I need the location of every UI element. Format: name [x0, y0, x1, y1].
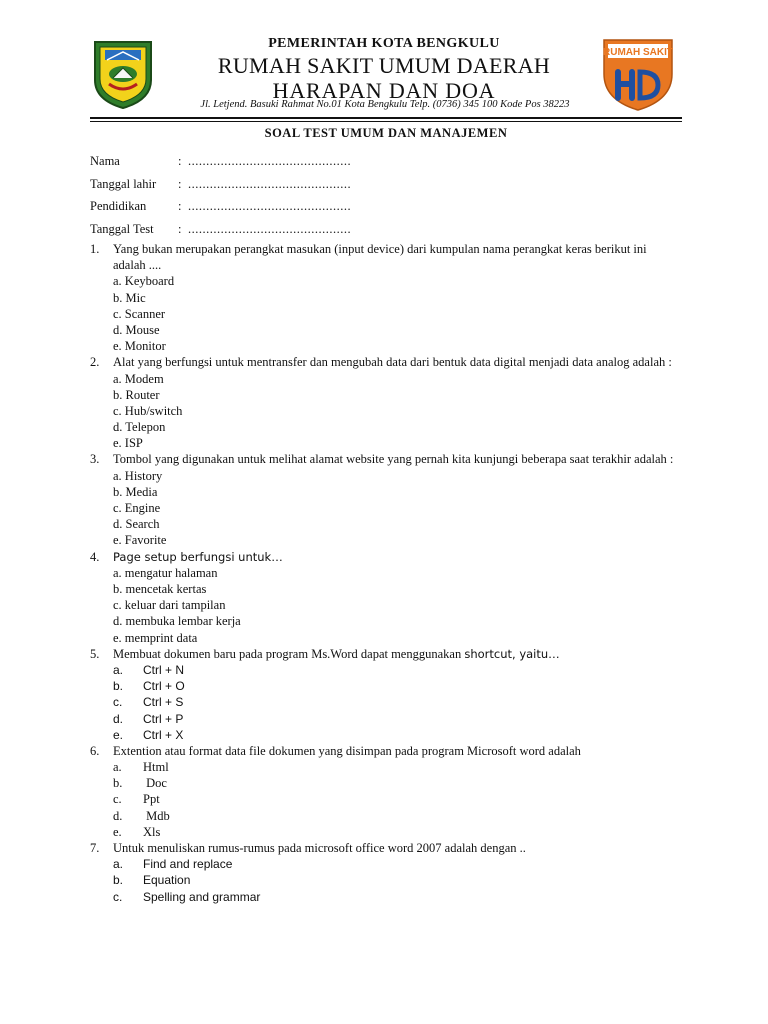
option-letter: b.	[113, 776, 123, 791]
question-1	[90, 241, 690, 354]
option-letter: d.	[113, 808, 123, 823]
option-value: Spelling and grammar	[143, 889, 261, 904]
question-list	[90, 241, 690, 905]
option-c[interactable]	[113, 889, 690, 905]
option-b[interactable]	[113, 678, 690, 694]
option-b[interactable]: b. mencetak kertas	[113, 582, 207, 597]
option-e[interactable]: e. ISP	[113, 436, 143, 451]
question-text-main: Membuat dokumen baru pada program Ms.Word dapat menggunakan	[113, 646, 465, 661]
question-4	[90, 549, 690, 646]
option-value: Ctrl + X	[143, 727, 184, 742]
question-text: Alat yang berfungsi untuk mentransfer dan mengubah data dari bentuk data digital menjadi data analog adalah :	[113, 355, 672, 370]
field-colon: :	[178, 176, 182, 191]
field-label: Tanggal Test	[90, 221, 154, 236]
question-number: 3.	[90, 452, 100, 467]
option-letter: d.	[113, 711, 124, 726]
option-letter: a.	[113, 857, 124, 872]
field-label: Nama	[90, 154, 120, 168]
option-letter: a.	[113, 662, 124, 677]
option-a[interactable]: a. History	[113, 468, 163, 483]
option-b[interactable]: b. Router	[113, 387, 160, 402]
option-a[interactable]	[113, 856, 690, 872]
question-number: 4.	[90, 549, 100, 564]
option-d[interactable]: d. Mouse	[113, 322, 160, 337]
option-b[interactable]	[113, 775, 690, 791]
option-c[interactable]	[113, 694, 690, 710]
field-blank[interactable]: .............................................	[188, 199, 352, 213]
option-d[interactable]	[113, 711, 690, 727]
question-6	[90, 743, 690, 840]
option-value: Ctrl + N	[143, 662, 185, 677]
question-number: 6.	[90, 743, 100, 758]
option-letter: c.	[113, 695, 123, 710]
option-value: Ppt	[143, 792, 160, 807]
question-text: Untuk menuliskan rumus-rumus pada microsoft office word 2007 adalah dengan ..	[113, 841, 526, 856]
field-blank[interactable]: .............................................	[188, 154, 352, 168]
option-a[interactable]	[113, 759, 690, 775]
field-label: Tanggal lahir	[90, 176, 157, 191]
option-list	[113, 273, 690, 354]
option-list	[113, 565, 690, 646]
option-e[interactable]	[113, 727, 690, 743]
option-e[interactable]	[113, 824, 690, 840]
option-list	[113, 371, 690, 452]
option-value: Mdb	[143, 808, 170, 823]
field-blank[interactable]: .............................................	[188, 176, 352, 191]
header-divider-thick	[90, 117, 682, 119]
field-tanggal-lahir[interactable]	[90, 175, 690, 198]
question-3	[90, 451, 690, 548]
option-letter: a.	[113, 760, 122, 775]
option-list	[113, 662, 690, 743]
question-text: Yang bukan merupakan perangkat masukan (input device) dari kumpulan nama perangkat keras berikut ini adalah ....	[113, 242, 647, 273]
option-e[interactable]: e. Favorite	[113, 533, 167, 548]
identity-fields	[90, 152, 690, 242]
option-b[interactable]: b. Mic	[113, 290, 146, 305]
field-colon: :	[178, 221, 182, 236]
question-text-shortcut: shortcut, yaitu…	[464, 646, 560, 661]
option-value: Find and replace	[143, 857, 233, 872]
option-d[interactable]	[113, 808, 690, 824]
option-d[interactable]: d. Telepon	[113, 420, 166, 435]
option-a[interactable]: a. Keyboard	[113, 274, 175, 289]
question-text: Extention atau format data file dokumen yang disimpan pada program Microsoft word adalah	[113, 743, 581, 758]
option-value: Html	[143, 760, 169, 775]
test-title: SOAL TEST UMUM DAN MANAJEMEN	[264, 126, 508, 140]
option-d[interactable]: d. Search	[113, 517, 160, 532]
question-5	[90, 646, 690, 743]
option-letter: b.	[113, 873, 124, 888]
option-c[interactable]: c. Engine	[113, 501, 161, 516]
government-name: PEMERINTAH KOTA BENGKULU	[268, 36, 500, 51]
option-letter: e.	[113, 727, 124, 742]
field-label: Pendidikan	[90, 199, 147, 213]
question-number: 2.	[90, 355, 100, 370]
option-letter: b.	[113, 679, 124, 694]
option-list	[113, 856, 690, 905]
option-value: Equation	[143, 873, 191, 888]
option-letter: e.	[113, 824, 122, 839]
option-b[interactable]: b. Media	[113, 484, 158, 499]
option-d[interactable]: d. membuka lembar kerja	[113, 614, 241, 629]
option-list	[113, 468, 690, 549]
option-a[interactable]	[113, 662, 690, 678]
option-list	[113, 759, 690, 840]
option-c[interactable]: c. Hub/switch	[113, 403, 183, 418]
question-text	[113, 646, 678, 662]
city-emblem-logo	[91, 38, 155, 110]
option-b[interactable]	[113, 872, 690, 888]
option-c[interactable]: c. Scanner	[113, 306, 166, 321]
field-nama[interactable]	[90, 152, 690, 175]
question-number: 1.	[90, 242, 100, 256]
field-pendidikan[interactable]	[90, 197, 690, 220]
header-divider-thin	[90, 121, 682, 122]
field-tanggal-test[interactable]	[90, 220, 690, 243]
option-a[interactable]: a. mengatur halaman	[113, 565, 218, 580]
option-e[interactable]: e. memprint data	[113, 630, 198, 645]
question-number: 5.	[90, 646, 100, 661]
option-value: Ctrl + O	[143, 679, 185, 694]
option-letter: c.	[113, 792, 122, 807]
hospital-address: Jl. Letjend. Basuki Rahmat No.01 Kota Bengkulu Telp. (0736) 345 100 Kode Pos 38223	[200, 99, 570, 110]
option-c[interactable]	[113, 791, 690, 807]
option-value: Doc	[143, 776, 167, 791]
question-2	[90, 354, 690, 451]
hospital-subname: HARAPAN DAN DOA	[272, 78, 496, 103]
question-number: 7.	[90, 841, 100, 856]
field-colon: :	[178, 154, 182, 168]
question-text: Page setup berfungsi untuk…	[113, 549, 283, 564]
option-c[interactable]: c. keluar dari tampilan	[113, 598, 226, 613]
option-a[interactable]: a. Modem	[113, 371, 164, 386]
option-e[interactable]: e. Monitor	[113, 339, 166, 354]
field-blank[interactable]: .............................................	[188, 221, 352, 236]
option-value: Xls	[143, 824, 161, 839]
field-colon: :	[178, 199, 182, 213]
question-text: Tombol yang digunakan untuk melihat alamat website yang pernah kita kunjungi beberapa saat terakhir adalah :	[113, 452, 674, 467]
hospital-name: RUMAH SAKIT UMUM DAERAH	[217, 53, 551, 78]
option-value: Ctrl + P	[143, 711, 184, 726]
question-7	[90, 840, 690, 905]
hospital-hd-logo	[598, 34, 678, 114]
option-value: Ctrl + S	[143, 695, 184, 710]
logo-right-label: RUMAH SAKIT	[603, 47, 673, 58]
option-letter: c.	[113, 889, 123, 904]
